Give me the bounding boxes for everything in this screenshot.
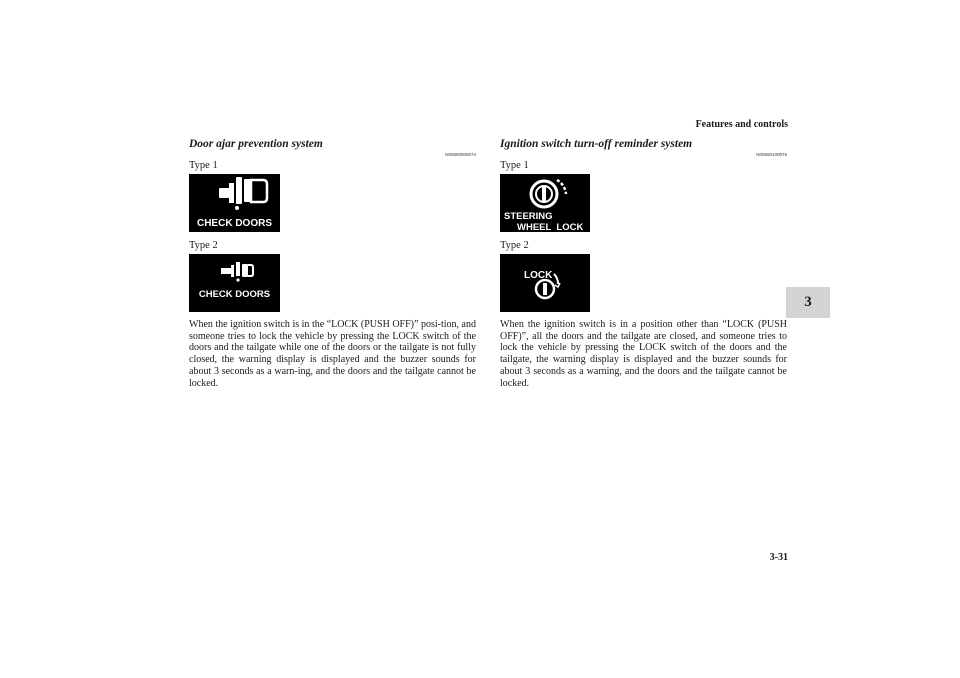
door-ajar-icon	[219, 177, 267, 210]
type2-label: Type 2	[189, 240, 218, 251]
display-text-line2: WHEEL LOCK	[517, 222, 584, 232]
chapter-tab: 3	[786, 287, 830, 318]
steering-lock-display-type1	[500, 174, 590, 232]
door-ajar-icon	[221, 262, 253, 282]
section-header	[189, 138, 476, 157]
section-door-ajar	[189, 138, 476, 389]
lock-display-type2	[500, 254, 590, 312]
body-text: When the ignition switch is in a position other than “LOCK (PUSH OFF)”, all the doors and the tailgate are closed, and someone tries to lock the vehicle by pressing the LOCK switch of the doors and the tailgate, the warning display is displayed and the buzzer sounds for about 3 seconds as a warning, and the doors and the tailgate cannot be locked.	[500, 319, 787, 389]
ignition-switch-icon	[531, 180, 566, 207]
section-code: N00560100075	[756, 152, 787, 157]
header-title: Features and controls	[695, 119, 788, 130]
type1-label: Type 1	[500, 160, 529, 171]
section-ignition-reminder	[500, 138, 787, 389]
section-title: Door ajar prevention system	[189, 138, 323, 150]
page-number: 3-31	[769, 552, 788, 563]
type2-label: Type 2	[500, 240, 529, 251]
display-text: LOCK	[524, 270, 553, 281]
section-header	[500, 138, 787, 157]
check-doors-display-type2	[189, 254, 280, 312]
body-text: When the ignition switch is in the “LOCK (PUSH OFF)” posi-tion, and someone tries to lock the vehicle by pressing the LOCK switch of the doors and the tailgate while one of the doors or the tailgate is not fully closed, the warning display is displayed and the buzzer sounds for about 3 seconds as a warn-ing, and the doors and the tailgate cannot be locked.	[189, 319, 476, 389]
section-title: Ignition switch turn-off reminder system	[500, 138, 693, 150]
display-text: CHECK DOORS	[198, 289, 271, 300]
type1-label: Type 1	[189, 160, 218, 171]
section-code: N00560000074	[445, 152, 476, 157]
check-doors-display-type1	[189, 174, 280, 232]
display-text-line1: STEERING	[504, 211, 553, 222]
display-text: CHECK DOORS	[196, 218, 273, 229]
